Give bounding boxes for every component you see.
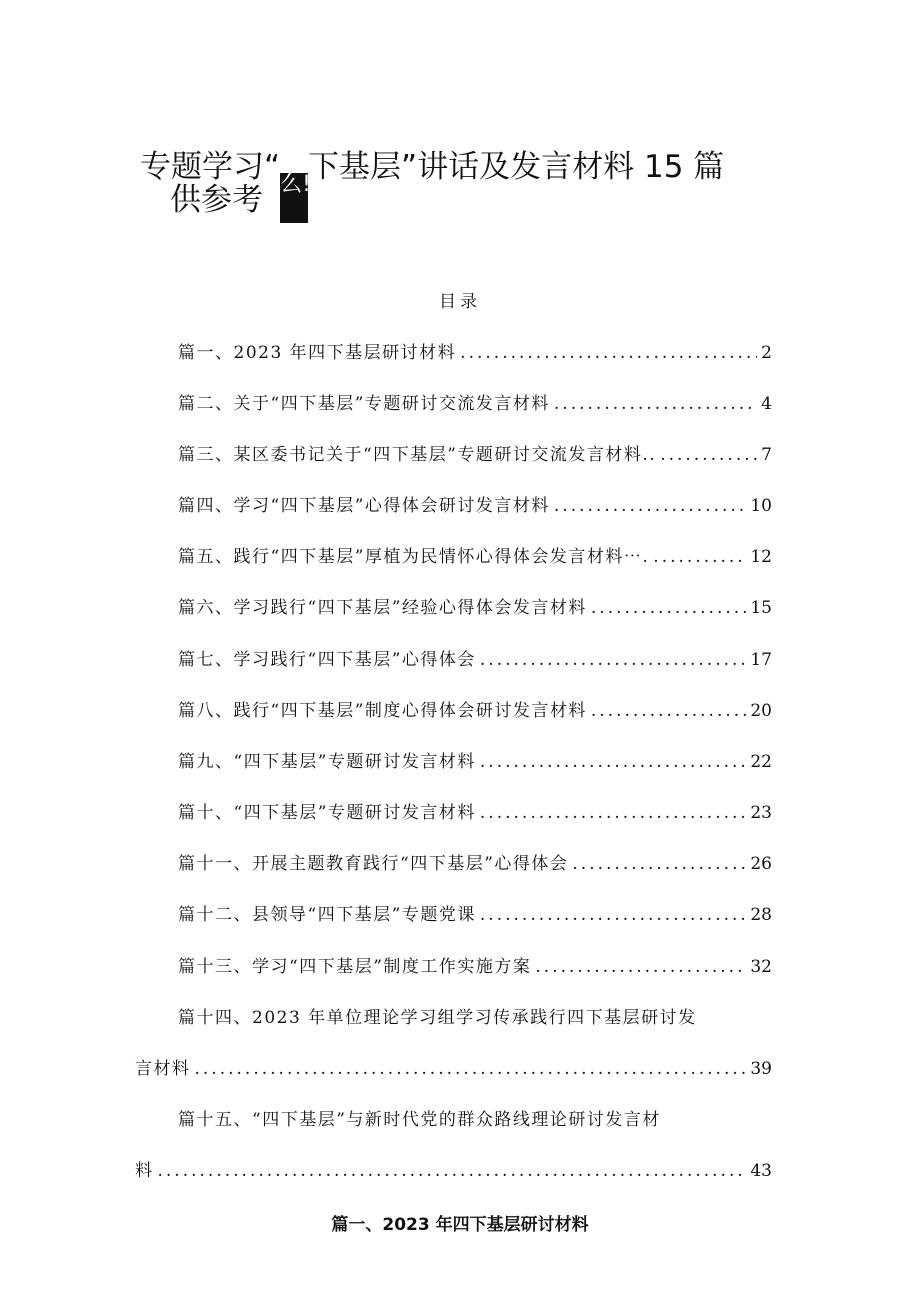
toc-leader-dots <box>572 854 746 874</box>
toc-entry-page: 7 <box>761 445 772 465</box>
toc-entry[interactable] <box>178 849 772 879</box>
toc-entry-label[interactable]: 篇十四、2023 年单位理论学习组学习传承践行四下基层研讨发 <box>178 1008 697 1028</box>
toc-entry[interactable] <box>178 389 772 419</box>
toc-entry-page: 26 <box>750 854 772 874</box>
toc-entry-page: 28 <box>750 905 772 925</box>
toc-entry-label: 篇八、践行“四下基层”制度心得体会研讨发言材料 <box>178 701 587 721</box>
toc-entry-label: 篇九、“四下基层”专题研讨发言材料 <box>178 752 476 772</box>
toc-entry-label: 篇十三、学习“四下基层”制度工作实施方案 <box>178 957 532 977</box>
toc-entry-page: 2 <box>761 343 772 363</box>
toc-entry-label: 篇三、某区委书记关于“四下基层”专题研讨交流发言材料.. <box>178 445 657 465</box>
toc-entry-page: 20 <box>750 701 772 721</box>
toc-entry[interactable] <box>178 491 772 521</box>
toc-entry-label: 篇四、学习“四下基层”心得体会研讨发言材料 <box>178 496 550 516</box>
toc-entry-page: 22 <box>750 752 772 772</box>
toc-leader-dots <box>591 598 746 618</box>
toc-entry-page: 17 <box>750 650 772 670</box>
toc-entry-label-cont: 言材料 <box>135 1059 191 1079</box>
toc-entry[interactable] <box>178 747 772 777</box>
toc-entry-label: 篇六、学习践行“四下基层”经验心得体会发言材料 <box>178 598 587 618</box>
toc-entry[interactable] <box>178 798 772 828</box>
toc-leader-dots <box>480 752 746 772</box>
toc-entry-label[interactable]: 篇十五、“四下基层”与新时代党的群众路线理论研讨发言材 <box>178 1110 661 1130</box>
toc-entry[interactable] <box>178 440 772 470</box>
toc-leader-dots <box>653 547 746 567</box>
toc-entry[interactable] <box>178 593 772 623</box>
toc-entry-page: 32 <box>750 957 772 977</box>
toc-leader-dots <box>195 1059 747 1079</box>
toc-entry-label-cont: 料 <box>135 1161 154 1181</box>
toc-entry-page: 10 <box>750 496 772 516</box>
toc-entry-label: 篇十、“四下基层”专题研讨发言材料 <box>178 803 476 823</box>
document-title-line2: 供参考 <box>170 182 263 218</box>
toc-leader-dots <box>480 803 746 823</box>
toc-entry-label: 篇七、学习践行“四下基层”心得体会 <box>178 650 476 670</box>
toc-entry-continuation[interactable] <box>135 1054 772 1084</box>
toc-entry[interactable] <box>178 952 772 982</box>
toc-entry[interactable] <box>178 900 772 930</box>
section-heading: 篇一、2023 年四下基层研讨材料 <box>331 1215 589 1235</box>
toc-entry[interactable] <box>178 542 772 572</box>
toc-leader-dots <box>660 445 757 465</box>
toc-entry[interactable] <box>178 338 772 368</box>
toc-entry[interactable] <box>178 645 772 675</box>
title-glyph-box: 么! <box>280 173 308 223</box>
toc-entry-page: 23 <box>750 803 772 823</box>
toc-entry-page: 39 <box>750 1059 772 1079</box>
toc-entry-continuation[interactable] <box>135 1156 772 1186</box>
title-part2: 下基层”讲话及发言材料 15 篇 <box>308 149 725 185</box>
toc-leader-dots <box>460 343 757 363</box>
toc-leader-dots <box>554 394 757 414</box>
toc-entry-page: 4 <box>761 394 772 414</box>
toc-leader-dots <box>480 905 746 925</box>
toc-leader-dots <box>535 957 746 977</box>
toc-entry-label: 篇十二、县领导“四下基层”专题党课 <box>178 905 476 925</box>
toc-entry-label: 篇十一、开展主题教育践行“四下基层”心得体会 <box>178 854 569 874</box>
toc-entry-page: 43 <box>750 1161 772 1181</box>
toc-leader-dots <box>591 701 746 721</box>
toc-entry-label: 篇一、2023 年四下基层研讨材料 <box>178 343 457 363</box>
title-part1: 专题学习“ <box>140 149 281 185</box>
toc-entry-label: 篇五、践行“四下基层”厚植为民情怀心得体会发言材料⋯. <box>178 547 650 567</box>
toc-entry-page: 15 <box>750 598 772 618</box>
toc-leader-dots <box>480 650 746 670</box>
toc-leader-dots <box>554 496 746 516</box>
toc-leader-dots <box>158 1161 747 1181</box>
toc-entry-label: 篇二、关于“四下基层”专题研讨交流发言材料 <box>178 394 550 414</box>
toc-entry[interactable] <box>178 696 772 726</box>
toc-entry-page: 12 <box>750 547 772 567</box>
toc-heading: 目录 <box>439 292 481 312</box>
